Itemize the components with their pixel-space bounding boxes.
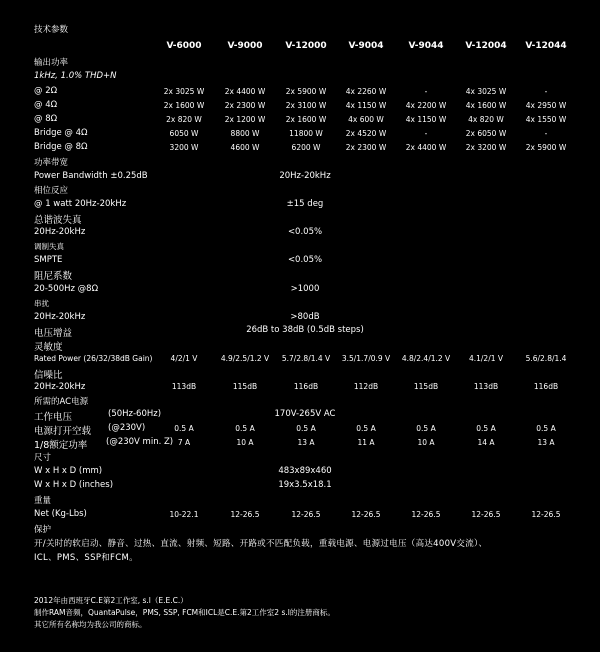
snr-cell: 116dB — [533, 382, 559, 391]
gain-heading: 电压增益 — [34, 328, 73, 339]
output-power-cell: 8800 W — [230, 129, 260, 138]
bandwidth-label: Power Bandwidth ±0.25dB — [34, 171, 148, 181]
damping-heading: 阻尼系数 — [34, 271, 73, 282]
ac-eighth-cell: 10 A — [417, 438, 435, 447]
sensitivity-cell: 4.1/2/1 V — [468, 354, 504, 363]
output-power-row-label: @ 4Ω — [34, 100, 58, 110]
output-power-cell: - — [544, 87, 548, 96]
output-power-cell: 2x 5900 W — [285, 87, 327, 96]
size-in-label: W x H x D (inches) — [34, 480, 114, 490]
output-power-cell: 2x 820 W — [166, 115, 202, 124]
output-power-cell: 2x 2300 W — [345, 143, 387, 152]
crosstalk-label: 20Hz-20kHz — [34, 312, 86, 322]
footer-line1: 2012年由西班牙C.E第2工作室, s.l（E.E.C.） — [34, 596, 188, 605]
output-power-cell: 2x 1600 W — [163, 101, 205, 110]
size-mm-label: W x H x D (mm) — [34, 466, 103, 476]
phase-label: @ 1 watt 20Hz-20kHz — [34, 199, 127, 209]
phase-value: ±15 deg — [286, 199, 324, 209]
output-power-subheading: 1kHz, 1.0% THD+N — [34, 71, 117, 81]
footer-line2: 制作RAM音频，QuantaPulse，PMS, SSP, FCM和ICL是C.E.第2工作室2 s.l的注册商标。 — [34, 608, 335, 617]
ac-idle-sub: (@230V) — [108, 423, 146, 433]
ac-eighth-cell: 14 A — [477, 438, 495, 447]
output-power-cell: 2x 5900 W — [525, 143, 567, 152]
model-header: V-12004 — [465, 41, 507, 51]
weight-heading: 重量 — [34, 496, 52, 506]
output-power-row-label: @ 8Ω — [34, 114, 58, 124]
output-power-cell: 4x 1550 W — [525, 115, 567, 124]
footer-line3: 其它所有名称均为我公司的商标。 — [34, 620, 147, 629]
page-title: 技术参数 — [34, 25, 69, 35]
output-power-cell: 2x 2300 W — [224, 101, 266, 110]
output-power-cell: 2x 4400 W — [405, 143, 447, 152]
output-power-cell: 2x 1600 W — [285, 115, 327, 124]
snr-cell: 116dB — [293, 382, 319, 391]
output-power-row-label: @ 2Ω — [34, 86, 58, 96]
output-power-cell: 6200 W — [291, 143, 321, 152]
output-power-cell: 4x 820 W — [468, 115, 504, 124]
bandwidth-value: 20Hz-20kHz — [279, 171, 331, 181]
output-power-cell: 3200 W — [169, 143, 199, 152]
output-power-row-label: Bridge @ 4Ω — [34, 128, 88, 138]
ac-heading: 所需的AC电源 — [34, 397, 89, 407]
size-mm-value: 483x89x460 — [278, 466, 332, 476]
ac-idle-cell: 0.5 A — [296, 424, 316, 433]
ac-idle-cell: 0.5 A — [235, 424, 255, 433]
model-header: V-9044 — [408, 41, 444, 51]
output-power-cell: 4600 W — [230, 143, 260, 152]
output-power-heading: 输出功率 — [34, 58, 69, 68]
snr-cell: 112dB — [353, 382, 379, 391]
sensitivity-cell: 4.8/2.4/1.2 V — [401, 354, 451, 363]
model-header: V-12000 — [285, 41, 327, 51]
ac-eighth-sub: (@230V min. Z) — [106, 437, 174, 447]
snr-label: 20Hz-20kHz — [34, 382, 86, 392]
output-power-cell: 2x 4400 W — [224, 87, 266, 96]
imd-value: <0.05% — [287, 255, 323, 265]
output-power-cell: 2x 3100 W — [285, 101, 327, 110]
thd-value: <0.05% — [287, 227, 323, 237]
ac-idle-cell: 0.5 A — [476, 424, 496, 433]
sensitivity-cell: 3.5/1.7/0.9 V — [341, 354, 391, 363]
snr-cell: 113dB — [171, 382, 197, 391]
weight-cell: 12-26.5 — [351, 510, 381, 519]
output-power-cell: 4x 1600 W — [465, 101, 507, 110]
ac-eighth-cell: 7 A — [177, 438, 191, 447]
gain-value: 26dB to 38dB (0.5dB steps) — [246, 325, 364, 335]
output-power-cell: 2x 1200 W — [224, 115, 266, 124]
ac-voltage-label: 工作电压 — [34, 412, 73, 423]
output-power-cell: 2x 3200 W — [465, 143, 507, 152]
snr-cell: 115dB — [413, 382, 439, 391]
sensitivity-cell: 5.7/2.8/1.4 V — [281, 354, 331, 363]
output-power-cell: 4x 2950 W — [525, 101, 567, 110]
sensitivity-heading: 灵敏度 — [34, 342, 63, 353]
model-header: V-12044 — [525, 41, 567, 51]
weight-cell: 12-26.5 — [411, 510, 441, 519]
damping-label: 20-500Hz @8Ω — [34, 284, 99, 294]
snr-cell: 115dB — [232, 382, 258, 391]
weight-cell: 12-26.5 — [230, 510, 260, 519]
imd-label: SMPTE — [34, 255, 63, 265]
snr-heading: 信噪比 — [34, 370, 63, 381]
output-power-cell: - — [424, 87, 428, 96]
output-power-cell: 4x 600 W — [348, 115, 384, 124]
snr-cell: 113dB — [473, 382, 499, 391]
sensitivity-label: Rated Power (26/32/38dB Gain) — [34, 354, 153, 363]
model-header: V-6000 — [166, 41, 202, 51]
output-power-cell: 6050 W — [169, 129, 199, 138]
protection-line2: ICL、PMS、SSP和FCM。 — [34, 553, 138, 563]
phase-heading: 相位反应 — [34, 186, 69, 196]
ac-eighth-cell: 11 A — [357, 438, 375, 447]
output-power-cell: 4x 1150 W — [405, 115, 447, 124]
output-power-cell: 2x 3025 W — [163, 87, 205, 96]
thd-label: 20Hz-20kHz — [34, 227, 86, 237]
sensitivity-cell: 4/2/1 V — [170, 354, 198, 363]
model-header: V-9004 — [348, 41, 384, 51]
ac-voltage-value: 170V-265V AC — [274, 409, 336, 419]
output-power-cell: 11800 W — [289, 129, 323, 138]
sensitivity-cell: 5.6/2.8/1.4 — [525, 354, 567, 363]
imd-heading: 调制失真 — [34, 242, 64, 251]
output-power-cell: 2x 6050 W — [465, 129, 507, 138]
ac-eighth-cell: 13 A — [537, 438, 555, 447]
weight-label: Net (Kg-Lbs) — [34, 509, 87, 519]
size-heading: 尺寸 — [34, 453, 52, 463]
size-in-value: 19x3.5x18.1 — [278, 480, 332, 490]
output-power-cell: - — [544, 129, 548, 138]
ac-idle-cell: 0.5 A — [536, 424, 556, 433]
ac-idle-cell: 0.5 A — [416, 424, 436, 433]
ac-eighth-label: 1/8额定功率 — [34, 440, 88, 451]
damping-value: >1000 — [290, 284, 320, 294]
ac-idle-cell: 0.5 A — [174, 424, 194, 433]
output-power-cell: - — [424, 129, 428, 138]
crosstalk-heading: 串扰 — [34, 299, 49, 308]
model-header: V-9000 — [227, 41, 263, 51]
bandwidth-heading: 功率带宽 — [34, 158, 69, 168]
weight-cell: 12-26.5 — [531, 510, 561, 519]
output-power-cell: 2x 4520 W — [345, 129, 387, 138]
output-power-cell: 4x 1150 W — [345, 101, 387, 110]
sensitivity-cell: 4.9/2.5/1.2 V — [220, 354, 270, 363]
output-power-cell: 4x 2260 W — [345, 87, 387, 96]
ac-idle-label: 电源打开空载 — [34, 426, 92, 437]
protection-line1: 开/关时的软启动、静音、过热、直流、射频、短路、开路或不匹配负载，重载电源、电源过电压（高达400V交流）、 — [34, 539, 488, 549]
ac-eighth-cell: 13 A — [297, 438, 315, 447]
weight-cell: 12-26.5 — [291, 510, 321, 519]
output-power-cell: 4x 3025 W — [465, 87, 507, 96]
weight-cell: 10-22.1 — [169, 510, 199, 519]
output-power-cell: 4x 2200 W — [405, 101, 447, 110]
output-power-row-label: Bridge @ 8Ω — [34, 142, 88, 152]
crosstalk-value: >80dB — [290, 312, 320, 322]
protection-heading: 保护 — [34, 525, 52, 535]
thd-heading: 总谐波失真 — [34, 215, 82, 226]
weight-cell: 12-26.5 — [471, 510, 501, 519]
ac-eighth-cell: 10 A — [236, 438, 254, 447]
ac-idle-cell: 0.5 A — [356, 424, 376, 433]
ac-voltage-sub: (50Hz-60Hz) — [108, 409, 162, 419]
